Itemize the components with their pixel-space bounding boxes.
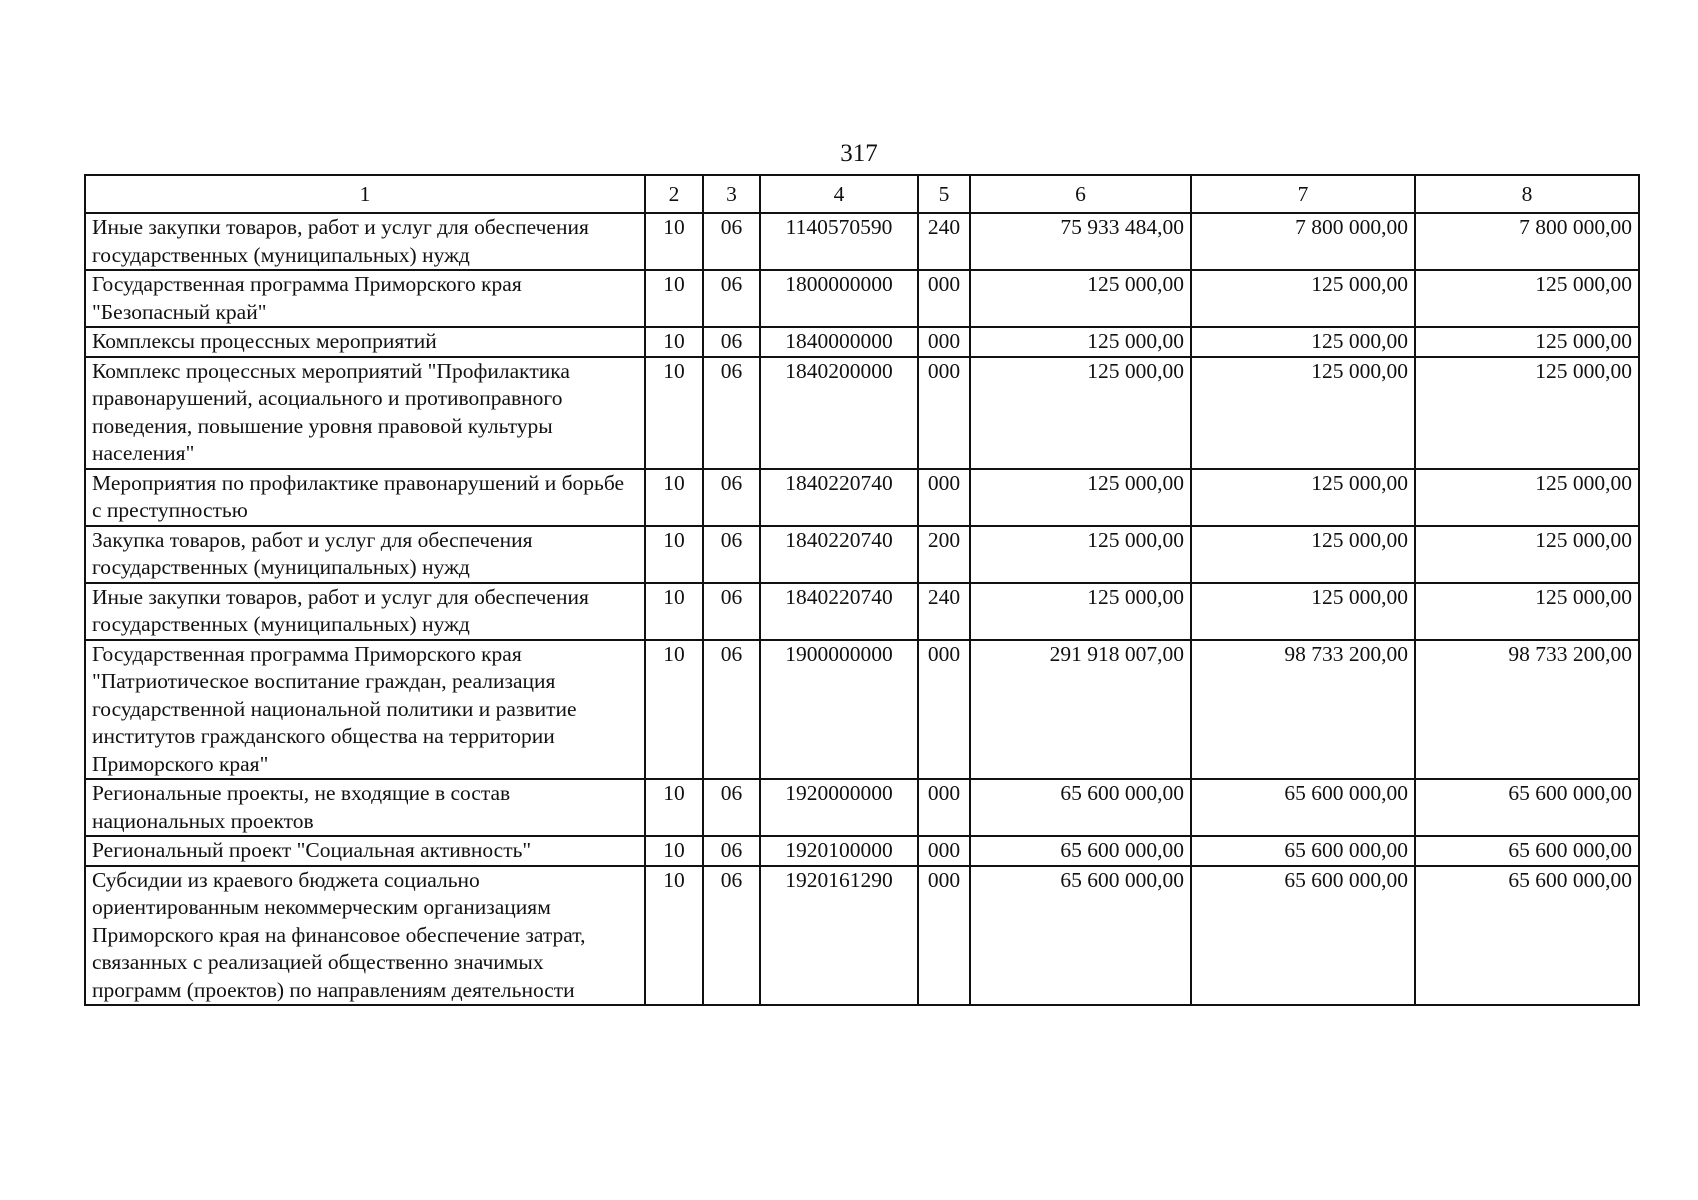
row-subsection: 06 [703, 779, 760, 836]
row-amount-col6: 65 600 000,00 [970, 836, 1191, 866]
row-subsection: 06 [703, 357, 760, 469]
row-target-article: 1840220740 [760, 583, 918, 640]
row-expense-type: 240 [918, 583, 970, 640]
row-amount-col8: 7 800 000,00 [1415, 213, 1639, 270]
row-target-article: 1900000000 [760, 640, 918, 780]
row-expense-type: 000 [918, 357, 970, 469]
row-section: 10 [645, 640, 703, 780]
row-amount-col7: 98 733 200,00 [1191, 640, 1415, 780]
row-target-article: 1840220740 [760, 469, 918, 526]
row-subsection: 06 [703, 270, 760, 327]
row-expense-type: 000 [918, 866, 970, 1006]
row-amount-col8: 125 000,00 [1415, 270, 1639, 327]
row-name: Региональные проекты, не входящие в состав национальных проектов [85, 779, 645, 836]
row-section: 10 [645, 469, 703, 526]
row-subsection: 06 [703, 836, 760, 866]
row-name: Мероприятия по профилактике правонарушений и борьбе с преступностью [85, 469, 645, 526]
row-section: 10 [645, 866, 703, 1006]
table-row [85, 583, 1639, 640]
row-amount-col8: 125 000,00 [1415, 526, 1639, 583]
row-amount-col8: 65 600 000,00 [1415, 779, 1639, 836]
row-subsection: 06 [703, 327, 760, 357]
row-name: Региональный проект "Социальная активность" [85, 836, 645, 866]
row-amount-col6: 75 933 484,00 [970, 213, 1191, 270]
table-row [85, 526, 1639, 583]
row-amount-col8: 125 000,00 [1415, 469, 1639, 526]
row-amount-col6: 125 000,00 [970, 357, 1191, 469]
row-amount-col8: 65 600 000,00 [1415, 836, 1639, 866]
row-name: Закупка товаров, работ и услуг для обеспечения государственных (муниципальных) нужд [85, 526, 645, 583]
row-amount-col6: 291 918 007,00 [970, 640, 1191, 780]
column-header: 2 [645, 175, 703, 213]
row-amount-col6: 125 000,00 [970, 270, 1191, 327]
row-amount-col7: 125 000,00 [1191, 469, 1415, 526]
table-row [85, 836, 1639, 866]
row-target-article: 1920161290 [760, 866, 918, 1006]
row-amount-col6: 125 000,00 [970, 469, 1191, 526]
row-name: Государственная программа Приморского края "Безопасный край" [85, 270, 645, 327]
row-amount-col6: 65 600 000,00 [970, 866, 1191, 1006]
row-section: 10 [645, 327, 703, 357]
page-number: 317 [840, 140, 878, 167]
row-subsection: 06 [703, 866, 760, 1006]
row-name: Государственная программа Приморского края "Патриотическое воспитание граждан, реализация государственной национальной политики и развитие институтов гражданского общества на территории Приморского края" [85, 640, 645, 780]
row-expense-type: 000 [918, 327, 970, 357]
column-header: 4 [760, 175, 918, 213]
row-subsection: 06 [703, 640, 760, 780]
table-row [85, 270, 1639, 327]
row-subsection: 06 [703, 469, 760, 526]
row-expense-type: 240 [918, 213, 970, 270]
table-row [85, 640, 1639, 780]
row-expense-type: 200 [918, 526, 970, 583]
row-amount-col6: 65 600 000,00 [970, 779, 1191, 836]
row-section: 10 [645, 357, 703, 469]
table-row [85, 469, 1639, 526]
row-amount-col7: 125 000,00 [1191, 327, 1415, 357]
row-subsection: 06 [703, 583, 760, 640]
row-expense-type: 000 [918, 640, 970, 780]
row-name: Иные закупки товаров, работ и услуг для обеспечения государственных (муниципальных) нужд [85, 213, 645, 270]
row-amount-col8: 98 733 200,00 [1415, 640, 1639, 780]
row-amount-col7: 125 000,00 [1191, 270, 1415, 327]
row-amount-col6: 125 000,00 [970, 327, 1191, 357]
row-section: 10 [645, 836, 703, 866]
row-subsection: 06 [703, 213, 760, 270]
row-amount-col7: 125 000,00 [1191, 526, 1415, 583]
row-target-article: 1840220740 [760, 526, 918, 583]
row-target-article: 1840000000 [760, 327, 918, 357]
row-amount-col7: 7 800 000,00 [1191, 213, 1415, 270]
row-section: 10 [645, 526, 703, 583]
row-amount-col6: 125 000,00 [970, 526, 1191, 583]
row-amount-col7: 65 600 000,00 [1191, 836, 1415, 866]
column-header: 3 [703, 175, 760, 213]
table-row [85, 357, 1639, 469]
row-section: 10 [645, 213, 703, 270]
row-amount-col6: 125 000,00 [970, 583, 1191, 640]
row-amount-col7: 125 000,00 [1191, 357, 1415, 469]
column-header: 5 [918, 175, 970, 213]
row-expense-type: 000 [918, 469, 970, 526]
column-header: 1 [85, 175, 645, 213]
row-section: 10 [645, 583, 703, 640]
row-expense-type: 000 [918, 270, 970, 327]
row-amount-col8: 125 000,00 [1415, 327, 1639, 357]
row-target-article: 1800000000 [760, 270, 918, 327]
table-row [85, 866, 1639, 1006]
row-amount-col7: 65 600 000,00 [1191, 779, 1415, 836]
row-amount-col8: 125 000,00 [1415, 583, 1639, 640]
row-amount-col7: 65 600 000,00 [1191, 866, 1415, 1006]
row-target-article: 1920000000 [760, 779, 918, 836]
row-name: Иные закупки товаров, работ и услуг для обеспечения государственных (муниципальных) нужд [85, 583, 645, 640]
row-name: Комплекс процессных мероприятий "Профилактика правонарушений, асоциального и противоправного поведения, повышение уровня правовой культуры населения" [85, 357, 645, 469]
row-expense-type: 000 [918, 836, 970, 866]
column-header: 8 [1415, 175, 1639, 213]
column-header: 6 [970, 175, 1191, 213]
row-amount-col8: 125 000,00 [1415, 357, 1639, 469]
row-target-article: 1840200000 [760, 357, 918, 469]
column-header: 7 [1191, 175, 1415, 213]
row-amount-col8: 65 600 000,00 [1415, 866, 1639, 1006]
row-name: Комплексы процессных мероприятий [85, 327, 645, 357]
table-row [85, 327, 1639, 357]
row-section: 10 [645, 270, 703, 327]
column-number-row [85, 175, 1639, 213]
row-section: 10 [645, 779, 703, 836]
table-row [85, 213, 1639, 270]
row-target-article: 1140570590 [760, 213, 918, 270]
row-subsection: 06 [703, 526, 760, 583]
row-expense-type: 000 [918, 779, 970, 836]
row-name: Субсидии из краевого бюджета социально ориентированным некоммерческим организациям Приморского края на финансовое обеспечение затрат, связанных с реализацией общественно значимых программ (проектов) по направлениям деятельности [85, 866, 645, 1006]
table-row [85, 779, 1639, 836]
budget-table [84, 174, 1640, 1006]
row-target-article: 1920100000 [760, 836, 918, 866]
row-amount-col7: 125 000,00 [1191, 583, 1415, 640]
